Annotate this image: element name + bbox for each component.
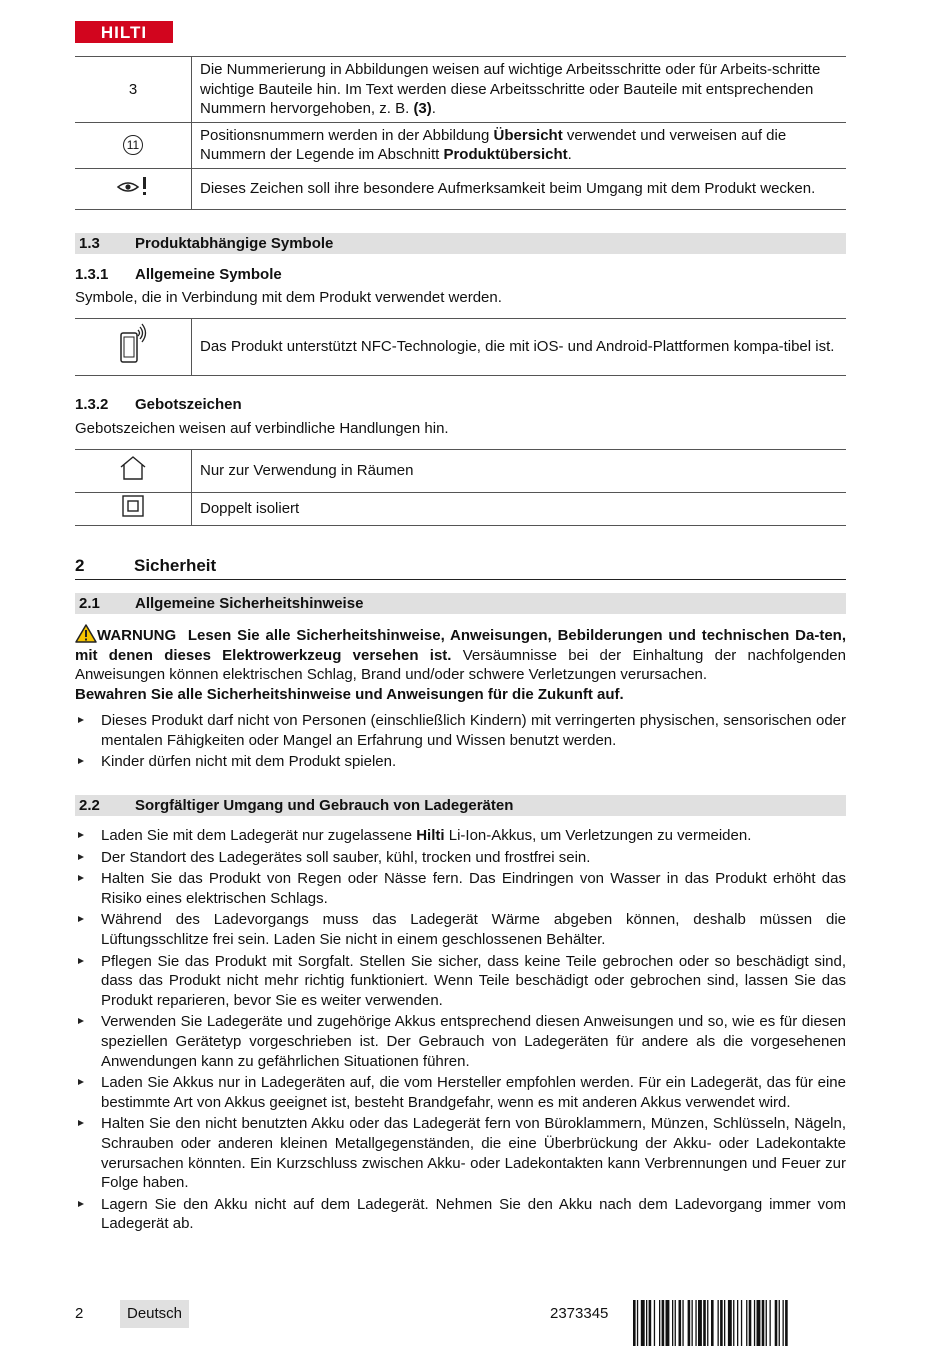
section-title: Allgemeine Sicherheitshinweise — [135, 595, 364, 612]
subsection-title: Allgemeine Symbole — [135, 266, 282, 283]
subsection-intro: Gebotszeichen weisen auf verbindliche Handlungen hin. — [75, 420, 449, 437]
barcode-bar — [724, 1300, 725, 1346]
barcode-bar — [757, 1300, 761, 1346]
barcode-bar — [679, 1300, 682, 1346]
subsection-number: 1.3.2 — [75, 396, 109, 413]
indoor-cell — [75, 450, 192, 493]
list-item: Laden Sie mit dem Ladegerät nur zugelassene Hilti Li-Ion-Akkus, um Verletzungen zu vermeiden. — [75, 826, 846, 846]
charger-safety-list — [75, 826, 846, 1234]
safety-list — [75, 711, 846, 772]
row-text: Die Nummerierung in Abbildungen weisen auf wichtige Arbeitsschritte oder für Arbeits-schritte wichtige Bauteile hin. Im Text werden diese Arbeitsschritte oder Bauteile mit entsprechenden Nummern hervorgehoben, z. B. (3). — [200, 61, 821, 118]
section-number: 2.2 — [79, 797, 100, 814]
list-item: Während des Ladevorgangs muss das Ladegerät Wärme abgeben können, deshalb müssen die Lüftungsschlitze frei sein. Laden Sie nicht in einem geschlossenen Behälter. — [75, 910, 846, 949]
barcode-bar — [662, 1300, 665, 1346]
barcode-bar — [654, 1300, 655, 1346]
list-item: Laden Sie Akkus nur in Ladegeräten auf, die vom Hersteller empfohlen werden. Für ein Ladegerät, das für eine bestimmte Art von Akkus geeignet ist, besteht Brandgefahr, wenn es mit anderen Akkus verwendet wird. — [75, 1073, 846, 1112]
barcode-bar — [775, 1300, 778, 1346]
barcode-bar — [695, 1300, 696, 1346]
barcode-bar — [783, 1300, 784, 1346]
barcode-bar — [672, 1300, 673, 1346]
brand-text: HILTI — [100, 23, 148, 42]
barcode-bar — [770, 1300, 771, 1346]
row-text: Dieses Zeichen soll ihre besondere Aufmerksamkeit beim Umgang mit dem Produkt wecken. — [192, 168, 847, 209]
conventions-table — [75, 56, 846, 210]
barcode-bar — [728, 1300, 732, 1346]
barcode-bar — [637, 1300, 638, 1346]
list-item: Halten Sie den nicht benutzten Akku oder das Ladegerät fern von Büroklammern, Münzen, Schlüsseln, Nägeln, Schrauben oder anderen kleinen Metallgegenständen, die eine Überbrückung der Akku- oder Ladekontakte verursachen könnten. Ein Kurzschluss zwischen Akku- oder Ladekontakten kann Verbrennungen und Feuer zur Folge haben. — [75, 1114, 846, 1192]
barcode-bar — [688, 1300, 691, 1346]
row-text: Doppelt isoliert — [192, 493, 847, 526]
section-number: 1.3 — [79, 235, 100, 252]
mandatory-signs-table — [75, 449, 846, 526]
barcode-bar — [766, 1300, 767, 1346]
list-item: Dieses Produkt darf nicht von Personen (einschließlich Kindern) mit verringerten physischen, sensorischen oder mentalen Fähigkeiten oder Mangel an Erfahrung und Wissen benutzt werden. — [75, 711, 846, 750]
chapter-title: Sicherheit — [134, 556, 217, 575]
list-item: Verwenden Sie Ladegeräte und zugehörige Akkus entsprechend diesen Anweisungen und so, wie es für diesen speziellen Gerätetyp vorgeschrieben ist. Der Gebrauch von Ladegeräten für andere als die vorgesehenen Anwendungen kann zu gefährlichen Situationen führen. — [75, 1012, 846, 1071]
barcode-bar — [746, 1300, 747, 1346]
nfc-phone-icon — [116, 323, 150, 365]
barcode-bar — [711, 1300, 714, 1346]
keep-instructions-notice: Bewahren Sie alle Sicherheitshinweise und Anweisungen für die Zukunft auf. — [75, 686, 624, 703]
barcode-bar — [720, 1300, 723, 1346]
row-text: Nur zur Verwendung in Räumen — [200, 462, 414, 480]
barcode-bar — [659, 1300, 660, 1346]
section-number: 2.1 — [79, 595, 100, 612]
barcode-bar — [675, 1300, 676, 1346]
subsection-title: Gebotszeichen — [135, 396, 242, 413]
barcode-bar — [646, 1300, 647, 1346]
list-item: Halten Sie das Produkt von Regen oder Nässe fern. Das Eindringen von Wasser in das Produkt erhöht das Risiko eines elektrischen Schlags. — [75, 869, 846, 908]
warning-label: WARNUNG — [97, 627, 177, 644]
table-row — [75, 168, 846, 209]
barcode-bar — [785, 1300, 788, 1346]
section-title: Produktabhängige Symbole — [135, 235, 334, 252]
table-row — [75, 122, 846, 168]
barcode-bar — [733, 1300, 734, 1346]
barcode-bar — [649, 1300, 652, 1346]
circled-number-icon: 11 — [123, 135, 143, 155]
barcode-bar — [779, 1300, 780, 1346]
barcode-bar — [633, 1300, 636, 1346]
step-number-symbol: 3 — [128, 80, 138, 98]
barcode-bar — [718, 1300, 719, 1346]
chapter-number: 2 — [75, 556, 85, 575]
list-item: Der Standort des Ladegerätes soll sauber, kühl, trocken und frostfrei sein. — [75, 848, 846, 868]
warning-text: Versäumnisse bei der Einhaltung der nachfolgenden Anweisungen können elektrischen Schlag, Brand und/oder schwere Verletzungen verursachen. — [75, 646, 846, 684]
barcode-bar — [703, 1300, 706, 1346]
step-number-cell — [75, 57, 192, 123]
warning-bold-text: Lesen Sie alle Sicherheitshinweise, Anweisungen, Bebilderungen und technischen Da-ten, mit denen dieses Elektrowerkzeug versehen ist. — [75, 627, 846, 664]
barcode — [633, 1300, 846, 1346]
page-number: 2 — [75, 1305, 84, 1322]
table-row — [75, 57, 846, 123]
barcode-bar — [741, 1300, 742, 1346]
barcode-bar — [737, 1300, 738, 1346]
section-title: Sorgfältiger Umgang und Gebrauch von Ladegeräten — [135, 797, 514, 814]
nfc-cell — [75, 319, 192, 376]
subsection-heading — [75, 395, 242, 415]
chapter-heading — [75, 556, 846, 580]
subsection-number: 1.3.1 — [75, 266, 109, 283]
indoor-use-icon — [118, 455, 148, 481]
table-row — [75, 493, 846, 526]
double-insulation-icon — [121, 494, 145, 518]
subsection-intro: Symbole, die in Verbindung mit dem Produkt verwendet werden. — [75, 289, 502, 306]
list-item: Lagern Sie den Akku nicht auf dem Ladegerät. Nehmen Sie den Akku nach dem Ladevorgang immer vom Ladegerät ab. — [75, 1195, 846, 1234]
document-code: 2373345 — [550, 1305, 609, 1322]
barcode-bar — [698, 1300, 702, 1346]
barcode-bar — [692, 1300, 693, 1346]
table-row — [75, 450, 846, 493]
general-symbols-table — [75, 318, 846, 376]
list-item: Pflegen Sie das Produkt mit Sorgfalt. Stellen Sie sicher, dass keine Teile gebrochen oder so beschädigt sind, dass das Produkt nicht mehr richtig funktioniert. Wenn Teile beschädigt oder gebrochen sind, lassen Sie das Produkt reparieren, bevor Sie es weiter verwenden. — [75, 952, 846, 1011]
barcode-bar — [666, 1300, 670, 1346]
list-item: Kinder dürfen nicht mit dem Produkt spielen. — [75, 752, 846, 772]
section-heading — [75, 233, 846, 254]
barcode-bar — [754, 1300, 755, 1346]
row-text: Positionsnummern werden in der Abbildung Übersicht verwendet und verweisen auf die Nummern der Legende im Abschnitt Produktübersicht. — [192, 122, 847, 168]
eye-attention-cell — [75, 168, 192, 209]
section-heading — [75, 593, 846, 614]
barcode-bar — [707, 1300, 708, 1346]
barcode-bar — [682, 1300, 683, 1346]
eye-attention-icon — [116, 175, 150, 197]
barcode-bar — [749, 1300, 752, 1346]
barcode-bar — [641, 1300, 645, 1346]
table-row — [75, 319, 846, 376]
subsection-heading — [75, 265, 282, 285]
warning-triangle-icon — [75, 624, 97, 643]
language-label: Deutsch — [120, 1300, 189, 1328]
warning-block — [75, 624, 846, 685]
page-footer — [75, 1300, 846, 1328]
double-insulation-cell — [75, 493, 192, 526]
hilti-logo — [75, 21, 173, 43]
barcode-bar — [762, 1300, 765, 1346]
row-text: Das Produkt unterstützt NFC-Technologie, die mit iOS- und Android-Plattformen kompa-tibel ist. — [200, 338, 835, 356]
section-heading — [75, 795, 846, 816]
position-number-cell — [75, 122, 192, 168]
